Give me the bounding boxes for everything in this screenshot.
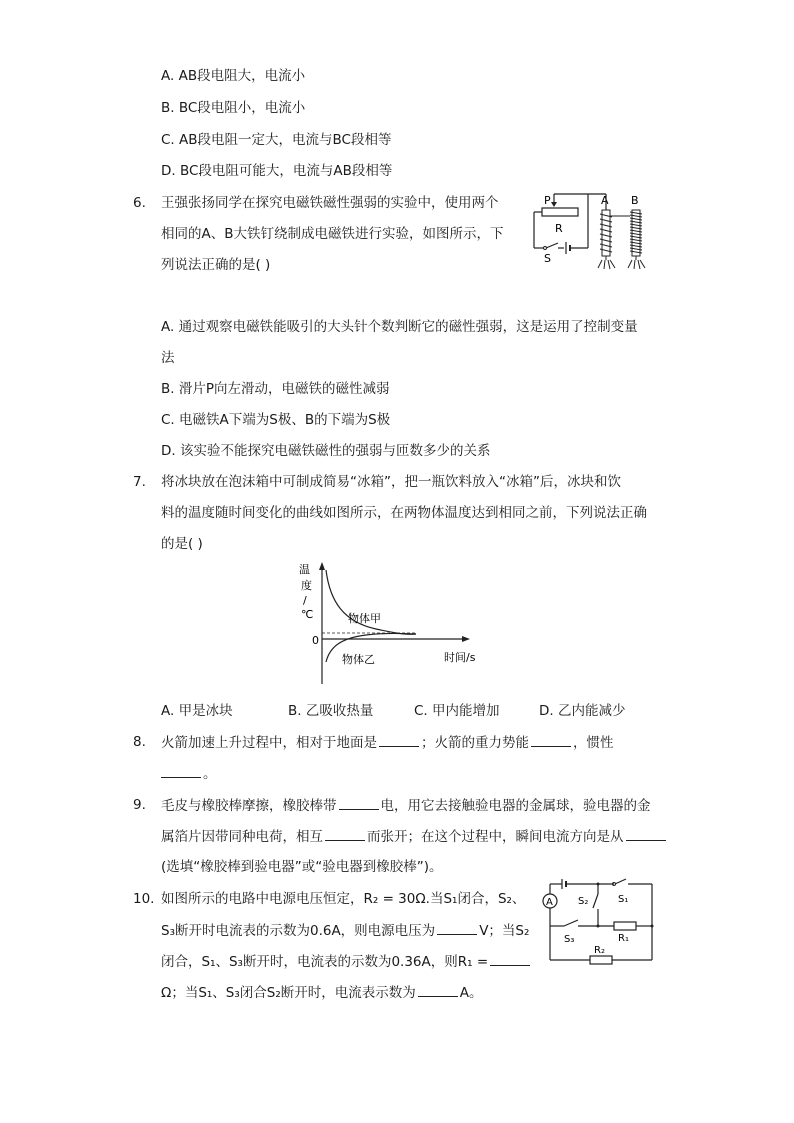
q6-label-a: A [601,194,609,207]
q5-option-a: A. AB段电阻大，电流小 [161,68,306,84]
q8-number: 8. [133,734,146,750]
q9-line-3: (选填“橡胶棒到验电器”或“验电器到橡胶棒”)。 [161,859,443,875]
q6-label-p: P [544,194,551,207]
q9-text-d: 而张开；在这个过程中，瞬间电流方向是从 [367,829,624,845]
q9-blank-2[interactable] [325,826,365,841]
q8-text-end: 。 [203,766,217,782]
q6-label-b: B [631,194,639,207]
q7-option-d: D. 乙内能减少 [539,703,626,719]
q10-label-r2: R₂ [594,945,605,956]
q8-text-c: ，惯性 [573,735,614,751]
q7-number: 7. [133,474,146,490]
q8-blank-2[interactable] [531,732,571,747]
q10-line-1: 如图所示的电路中电源电压恒定，R₂ = 30Ω.当S₁闭合，S₂、 [161,891,526,907]
graph-ylabel-2: 度 [301,579,312,592]
graph-curve-b-label: 物体乙 [342,653,375,666]
q9-blank-1[interactable] [339,795,379,810]
q5-option-c: C. AB段电阻一定大，电流与BC段相等 [161,132,392,148]
q10-label-s1: S₁ [618,894,629,905]
q7-option-c: C. 甲内能增加 [414,703,500,719]
q6-stem-line-2: 相同的A、B大铁钉绕制成电磁铁进行实验，如图所示，下 [161,226,504,242]
graph-ylabel-3: / [303,594,307,607]
q6-option-a: A. 通过观察电磁铁能吸引的大头针个数判断它的磁性强弱，这是运用了控制变量 [161,319,638,335]
q9-text-c: 属箔片因带同种电荷，相互 [161,829,323,845]
graph-ylabel-1: 温 [299,563,310,576]
q9-text-b: 电，用它去接触验电器的金属球，验电器的金 [380,798,651,814]
graph-ylabel-4: ℃ [301,608,314,621]
q7-stem-line-1: 将冰块放在泡沫箱中可制成简易“冰箱”，把一瓶饮料放入“冰箱”后，冰块和饮 [161,474,621,490]
q6-electromagnet-figure [530,188,660,273]
q10-label-s2: S₂ [578,896,589,907]
q7-stem-line-3: 的是( ) [161,536,203,552]
q8-blank-3[interactable] [161,763,201,778]
q8-line-2 [161,763,217,784]
q8-text-b: ；火箭的重力势能 [421,735,529,751]
q10-line-2 [161,920,529,941]
q10-label-ammeter: A [546,897,553,908]
q10-text-a: S₃断开时电流表的示数为0.6A，则电源电压为 [161,923,436,939]
graph-zero: 0 [312,634,319,647]
q7-option-a: A. 甲是冰块 [161,703,233,719]
q10-blank-1[interactable] [437,920,477,935]
q10-line-3 [161,951,532,972]
q7-temperature-graph [296,562,496,687]
q5-option-d: D. BC段电阻可能大，电流与AB段相等 [161,163,393,179]
q8-text-a: 火箭加速上升过程中，相对于地面是 [161,735,377,751]
graph-curve-a-label: 物体甲 [348,612,381,625]
q10-blank-3[interactable] [418,982,458,997]
q6-stem-line-1: 王强张扬同学在探究电磁铁磁性强弱的实验中，使用两个 [161,195,499,211]
q10-text-e: A。 [459,985,483,1001]
q10-line-4 [161,982,483,1003]
q7-option-b: B. 乙吸收热量 [288,703,374,719]
q10-text-d: Ω；当S₁、S₃闭合S₂断开时，电流表示数为 [161,985,416,1001]
q5-option-b: B. BC段电阻小，电流小 [161,100,306,116]
q9-line-2 [161,826,668,847]
q9-text-a: 毛皮与橡胶棒摩擦，橡胶棒带 [161,798,337,814]
q6-label-s: S [544,252,551,265]
q9-blank-3[interactable] [626,826,666,841]
q9-line-1 [161,795,651,816]
q10-label-s3: S₃ [564,934,575,945]
graph-xlabel: 时间/s [444,651,476,664]
q10-circuit-figure [538,878,662,970]
q6-option-c: C. 电磁铁A下端为S极、B的下端为S极 [161,412,391,428]
q9-number: 9. [133,797,146,813]
q6-stem-line-3: 列说法正确的是( ) [161,257,271,273]
q7-stem-line-2: 料的温度随时间变化的曲线如图所示，在两物体温度达到相同之前，下列说法正确 [161,505,647,521]
q6-option-d: D. 该实验不能探究电磁铁磁性的强弱与匝数多少的关系 [161,443,491,459]
q10-text-b: V；当S₂ [479,923,530,939]
q8-line-1 [161,732,614,753]
q10-blank-2[interactable] [490,951,530,966]
q10-label-r1: R₁ [618,933,629,944]
q8-blank-1[interactable] [379,732,419,747]
q6-option-b: B. 滑片P向左滑动，电磁铁的磁性减弱 [161,381,390,397]
q10-text-c: 闭合，S₁、S₃断开时，电流表的示数为0.36A，则R₁ = [161,954,489,970]
q6-option-a-cont: 法 [161,350,175,366]
q6-number: 6. [133,195,146,211]
q6-label-r: R [555,222,563,235]
q10-number: 10. [133,891,155,907]
